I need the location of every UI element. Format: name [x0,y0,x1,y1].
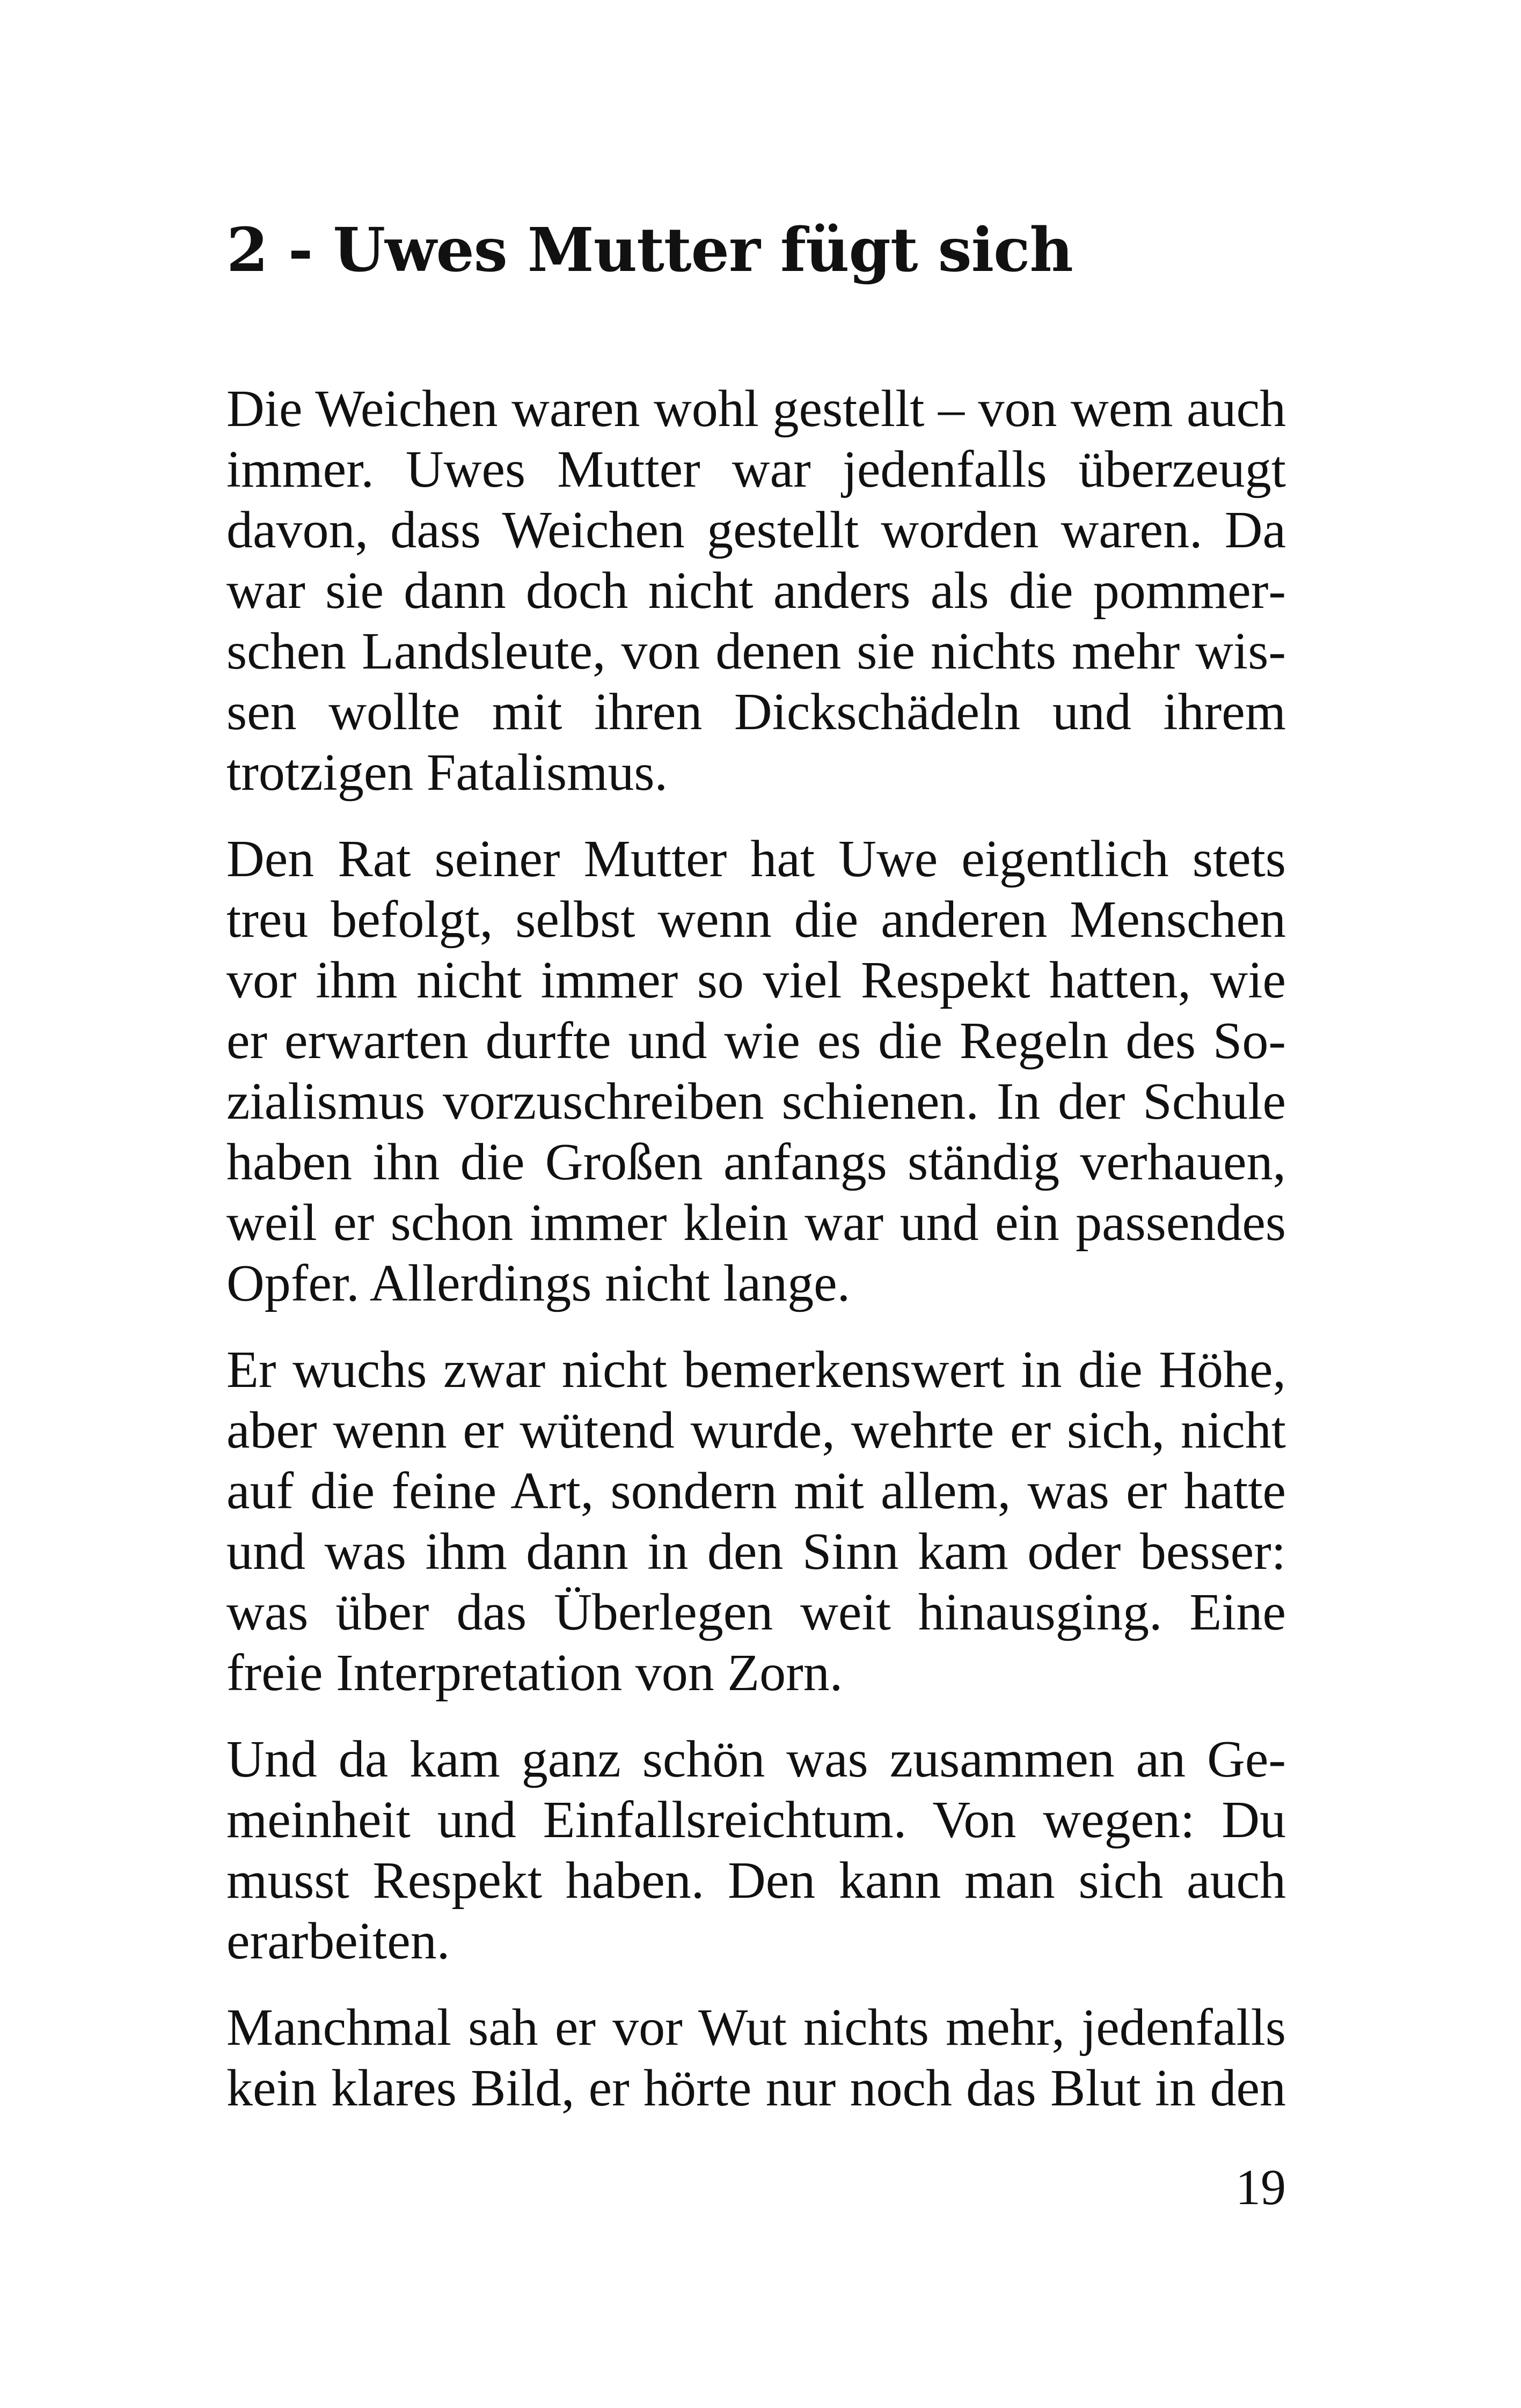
page-number: 19 [1235,2160,1286,2215]
paragraph: Manchmal sah er vor Wut nichts mehr, jedenfalls kein klares Bild, er hörte nur noch das Blut in den [226,1999,1286,2117]
body-text [226,379,1286,2145]
paragraph: Den Rat seiner Mutter hat Uwe eigentlich stets treu befolgt, selbst wenn die anderen Menschen vor ihm nicht immer so viel Respekt hatten, wie er erwarten durfte und wie es die Regeln des Sozialismus vorzuschreiben schienen. In der Schule haben ihn die Großen anfangs ständig verhauen, weil er schon immer klein war und ein passendes Opfer. Allerdings nicht lange. [226,830,1286,1312]
chapter-title: 2 - Uwes Mutter fügt sich [226,215,1073,285]
paragraph: Die Weichen waren wohl gestellt – von wem auch immer. Uwes Mutter war jedenfalls überzeugt davon, dass Weichen gestellt worden waren. Da war sie dann doch nicht anders als die pommerschen Landsleute, von denen sie nichts mehr wissen wollte mit ihren Dickschädeln und ihrem trotzigen Fatalismus. [226,380,1286,802]
paragraph: Und da kam ganz schön was zusammen an Gemeinheit und Einfallsreichtum. Von wegen: Du musst Respekt haben. Den kann man sich auch erarbeiten. [226,1730,1286,1970]
paragraph: Er wuchs zwar nicht bemerkenswert in die Höhe, aber wenn er wütend wurde, wehrte er sich, nicht auf die feine Art, sondern mit allem, was er hatte und was ihm dann in den Sinn kam oder besser: was über das Überlegen weit hinausging. Eine freie Interpretation von Zorn. [226,1341,1286,1702]
